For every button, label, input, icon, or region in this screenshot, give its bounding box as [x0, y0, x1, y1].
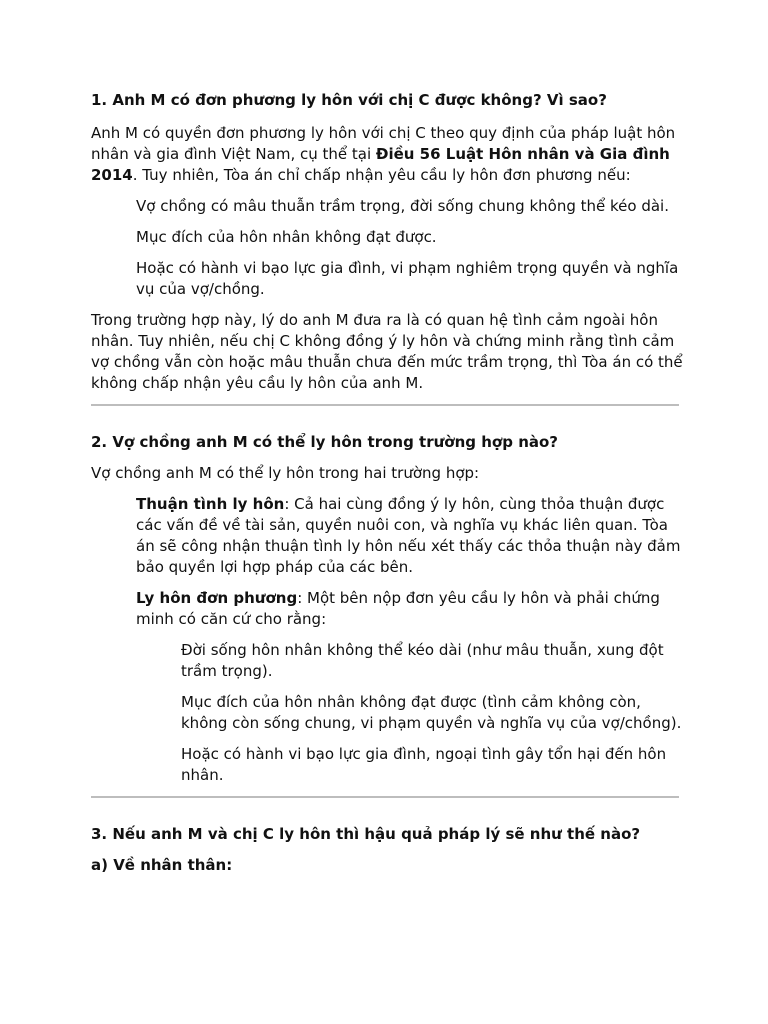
- section-3-subheading: a) Về nhân thân:: [91, 856, 233, 874]
- section-1-intro-tail: . Tuy nhiên, Tòa án chỉ chấp nhận yêu cầu ly hôn đơn phương nếu:: [132, 166, 631, 184]
- section-2-heading: 2. Vợ chồng anh M có thể ly hôn trong trường hợp nào?: [91, 433, 558, 451]
- condition-item: Hoặc có hành vi bạo lực gia đình, vi phạm nghiêm trọng quyền và nghĩa vụ của vợ/chồng.: [136, 259, 679, 298]
- ground-item: Hoặc có hành vi bạo lực gia đình, ngoại tình gây tổn hại đến hôn nhân.: [181, 745, 667, 784]
- section-divider: [91, 796, 679, 798]
- document-page: [91, 90, 683, 876]
- law-reference: Điều 56 Luật Hôn nhân và Gia đình 2014: [91, 145, 670, 184]
- unilateral-divorce-text: : Một bên nộp đơn yêu cầu ly hôn và phải chứng minh có căn cứ cho rằng:: [136, 589, 660, 628]
- section-3-heading: 3. Nếu anh M và chị C ly hôn thì hậu quả pháp lý sẽ như thế nào?: [91, 825, 641, 843]
- ground-item: Đời sống hôn nhân không thể kéo dài (như mâu thuẫn, xung đột trầm trọng).: [181, 641, 664, 680]
- consensual-divorce-term: Thuận tình ly hôn: [136, 495, 285, 513]
- ground-item: Mục đích của hôn nhân không đạt được (tình cảm không còn, không còn sống chung, vi phạm quyền và nghĩa vụ của vợ/chồng).: [181, 693, 682, 732]
- section-1-intro-text: Anh M có quyền đơn phương ly hôn với chị C theo quy định của pháp luật hôn nhân và gia đình Việt Nam, cụ thể tại: [91, 124, 676, 163]
- section-2-intro: Vợ chồng anh M có thể ly hôn trong hai trường hợp:: [91, 464, 480, 482]
- section-1-conclusion: Trong trường hợp này, lý do anh M đưa ra là có quan hệ tình cảm ngoài hôn nhân. Tuy nhiên, nếu chị C không đồng ý ly hôn và chứng minh rằng tình cảm vợ chồng vẫn còn hoặc mâu thuẫn chưa đến mức trầm trọng, thì Tòa án có thể không chấp nhận yêu cầu ly hôn của anh M.: [91, 311, 683, 392]
- consensual-divorce-item: [91, 494, 683, 578]
- condition-item: Vợ chồng có mâu thuẫn trầm trọng, đời sống chung không thể kéo dài.: [136, 197, 669, 215]
- unilateral-divorce-term: Ly hôn đơn phương: [136, 589, 298, 607]
- consensual-divorce-text: : Cả hai cùng đồng ý ly hôn, cùng thỏa thuận được các vấn đề về tài sản, quyền nuôi con, và nghĩa vụ khác liên quan. Tòa án sẽ công nhận thuận tình ly hôn nếu xét thấy các thỏa thuận này đảm bảo quyền lợi hợp pháp của các bên.: [136, 495, 681, 576]
- unilateral-divorce-item: [91, 588, 683, 630]
- section-1-heading: 1. Anh M có đơn phương ly hôn với chị C được không? Vì sao?: [91, 91, 607, 109]
- condition-item: Mục đích của hôn nhân không đạt được.: [136, 228, 437, 246]
- section-1-intro: [91, 123, 683, 186]
- section-divider: [91, 404, 679, 406]
